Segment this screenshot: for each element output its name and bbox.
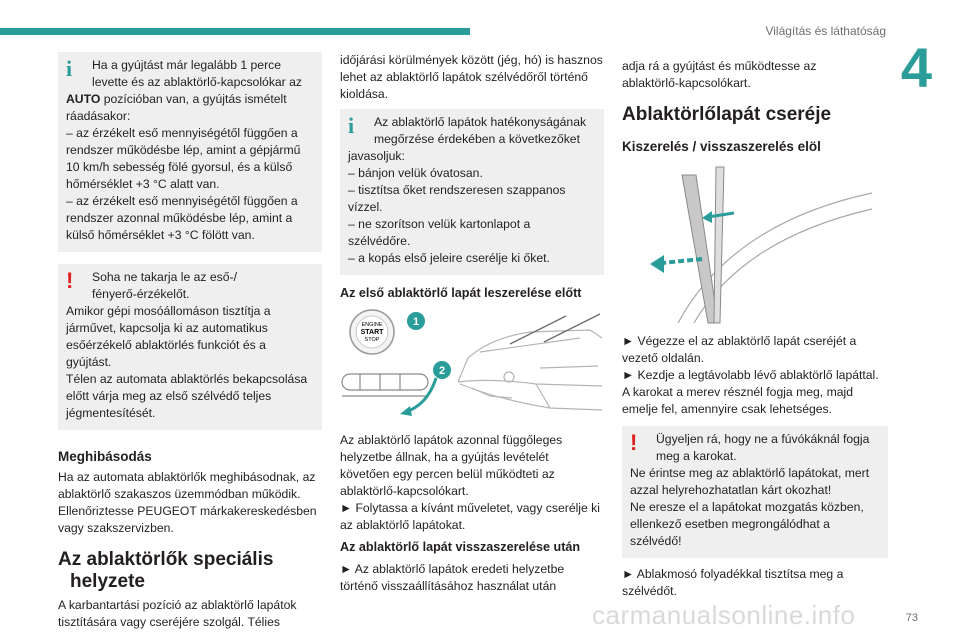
warn-box-lines: [630, 465, 880, 550]
text-line: ► Ablakmosó folyadékkal tisztítsa meg a: [622, 567, 844, 581]
text-line: ► Folytassa a kívánt műveletet, vagy cserélje ki: [340, 501, 600, 515]
special-position-text: [58, 597, 322, 631]
text-line: – az érzékelt eső mennyiségétől függően a: [66, 194, 298, 208]
special-position-heading-line-2: helyzete: [70, 571, 145, 592]
text-line: szélvédő!: [630, 534, 682, 548]
text-line: – az érzékelt eső mennyiségétől függően a: [66, 126, 298, 140]
text-line: Ellenőriztesse PEUGEOT márkakereskedésben: [58, 504, 317, 518]
stop-label: STOP: [364, 337, 380, 343]
warning-box-sensor: [58, 264, 322, 430]
watermark: carmanualsonline.info: [592, 600, 856, 630]
warn-first-line-1: Soha ne takarja le az eső-/: [92, 270, 237, 284]
info-icon: i: [348, 113, 355, 138]
text-line: történő visszaállításához használat után: [340, 579, 557, 593]
header-accent-bar: [0, 28, 470, 35]
text-line: vízzel.: [348, 200, 383, 214]
text-line: külső hőmérséklet +3 °C fölött van.: [66, 228, 255, 242]
car-front-drawing: [458, 330, 602, 410]
text-line: adja rá a gyújtást és működtesse az: [622, 59, 817, 73]
text-line: Ne eresze el a lapátokat mozgatás közben,: [630, 500, 864, 514]
front-removal-heading: Az első ablaktörlő lapát leszerelése előtt: [340, 286, 582, 300]
intro-text: [340, 52, 604, 103]
intro-text: [622, 58, 888, 92]
header-title: Világítás és láthatóság: [765, 24, 886, 38]
step-badge-1-label: 1: [412, 316, 420, 328]
info-first-line-2: megőrzése érdekében a következőket: [374, 132, 580, 146]
peugeot-logo-icon: [504, 372, 514, 382]
text-line: esőérzékelő ablaktörlés funkciót és a gyújtást.: [66, 338, 266, 369]
front-removal-subheading: Kiszerelés / visszaszerelés elöl: [622, 139, 821, 154]
warning-icon: !: [630, 430, 638, 455]
text-line: ráadásakor:: [66, 109, 131, 123]
info-box-first-line-1: Ha a gyújtást már legalább 1 perce: [92, 58, 282, 72]
text-line: emelje fel, amennyire csak lehetséges.: [622, 402, 833, 416]
text-line: 10 km/h sebesség fölé gyorsul, és a külső: [66, 160, 293, 174]
down-arrow-icon: [406, 378, 436, 412]
wiper-lines: [510, 314, 600, 344]
text-line: Amikor gépi mosóállomáson tisztítja a: [66, 304, 271, 318]
text-line: követően egy percen belül működteti az: [340, 467, 555, 481]
text-line: A karokat a merev résznél fogja meg, majd: [622, 385, 853, 399]
warning-icon: !: [66, 268, 74, 293]
text-line: rendszer azonnal működésbe lép, amint a: [66, 211, 293, 225]
text-line: Az ablaktörlő lapátok azonnal függőleges: [340, 433, 563, 447]
info-box-care: [340, 109, 604, 275]
text-line: ablaktörlő-kapcsolókart.: [622, 76, 751, 90]
info-icon: i: [66, 56, 73, 81]
text-line: azzal helyrehozhatatlan kárt okozhat!: [630, 483, 832, 497]
text-line: javasoljuk:: [348, 149, 405, 163]
text-line: helyzetbe állnak, ha a gyújtás levételét: [340, 450, 549, 464]
column-3: [622, 52, 888, 600]
wiper-arm-drawing: [682, 167, 724, 323]
text-line: vagy szakszervizben.: [58, 521, 174, 535]
text-line: ellenkező esetben megrongálódhat a: [630, 517, 830, 531]
column-2: [340, 52, 604, 595]
text-line: hőmérséklet +3 °C alatt van.: [66, 177, 220, 191]
text-line: ► Kezdje a legtávolabb lévő ablaktörlő lapáttal.: [622, 368, 879, 382]
info-box-auto-line: [66, 91, 314, 108]
step-badge-2-label: 2: [438, 365, 446, 377]
info-first-line-1: Az ablaktörlő lapátok hatékonyságának: [374, 115, 587, 129]
warn-first-line-1: Ügyeljen rá, hogy ne a fúvókáknál fogja: [656, 432, 870, 446]
page-number: 73: [905, 612, 918, 624]
warn-box-lines: [66, 303, 314, 422]
special-position-heading-line-1: Az ablaktörlők speciális: [58, 549, 274, 570]
wiper-stalk-drawing: [342, 374, 428, 396]
text-line: – bánjon velük óvatosan.: [348, 166, 483, 180]
text-line: ablaktörlő szakaszos üzemmódban működik.: [58, 487, 301, 501]
text-line: jégmentesítését.: [66, 406, 156, 420]
text-line: az ablaktörlő lapátokat.: [340, 518, 466, 532]
text-line: szélvédőt.: [622, 584, 677, 598]
text-line: szélvédőre.: [348, 234, 411, 248]
wiper-service-illustration: [340, 308, 604, 420]
info-box-auto: [58, 52, 322, 252]
text-line: előtt várja meg az első szélvédő teljes: [66, 389, 272, 403]
text-line: – a kopás első jeleire cserélje ki őket.: [348, 251, 550, 265]
warn-first-line-2: meg a karokat.: [656, 449, 737, 463]
text-line: ablaktörlő-kapcsolókart.: [340, 484, 469, 498]
text-line: ► Az ablaktörlő lapátok eredeti helyzetbe: [340, 562, 565, 576]
text-line: lehet az ablaktörlő lapátok szélvédőről történő: [340, 70, 588, 84]
info-box-first-line-2: levette és az ablaktörlő-kapcsolókar az: [92, 75, 303, 89]
steps-text: [622, 333, 888, 418]
text-line: járművet, kapcsolja ki az automatikus: [66, 321, 268, 335]
auto-keyword: AUTO: [66, 92, 101, 106]
blade-replacement-illustration: [622, 163, 888, 329]
text-line: időjárási körülmények között (jég, hó) is hasznos: [340, 53, 603, 67]
start-label: START: [360, 329, 384, 336]
after-figure-text: [340, 432, 604, 534]
text-line: tisztítására vagy cseréjére szolgál. Télies: [58, 615, 280, 629]
refit-text: [340, 561, 604, 595]
text-line: – tisztítsa őket rendszeresen szappanos: [348, 183, 566, 197]
text-line: vezető oldalán.: [622, 351, 704, 365]
info-box-lines: [66, 108, 314, 244]
text-line: – ne szorítson velük kartonlapot a: [348, 217, 531, 231]
text-line: rendszer működésbe lép, amint a gépjármű: [66, 143, 301, 157]
pull-arrow-icon: [662, 259, 702, 263]
text-line: kioldása.: [340, 87, 389, 101]
column-1: [58, 52, 322, 631]
refit-heading: Az ablaktörlő lapát visszaszerelése után: [340, 540, 581, 554]
info-box-lines: [348, 148, 596, 267]
malfunction-heading: Meghibásodás: [58, 449, 152, 464]
malfunction-text: [58, 469, 322, 537]
warn-first-line-2: fényerő-érzékelőt.: [92, 287, 190, 301]
chapter-number: 4: [900, 36, 932, 99]
engine-label: ENGINE: [361, 322, 383, 328]
text-line: ► Végezze el az ablaktörlő lapát cseréjét a: [622, 334, 857, 348]
text-line: Ne érintse meg az ablaktörlő lapátokat, mert: [630, 466, 870, 480]
text-line: A karbantartási pozíció az ablaktörlő lapátok: [58, 598, 297, 612]
final-text: [622, 566, 888, 600]
blade-replacement-heading: Ablaktörlőlapát cseréje: [622, 104, 832, 125]
text-line: Ha az automata ablaktörlők meghibásodnak, az: [58, 470, 316, 484]
text-line: Télen az automata ablaktörlés bekapcsolása: [66, 372, 308, 386]
auto-rest: pozícióban van, a gyújtás ismételt: [100, 92, 287, 106]
warning-box-arms: [622, 426, 888, 558]
